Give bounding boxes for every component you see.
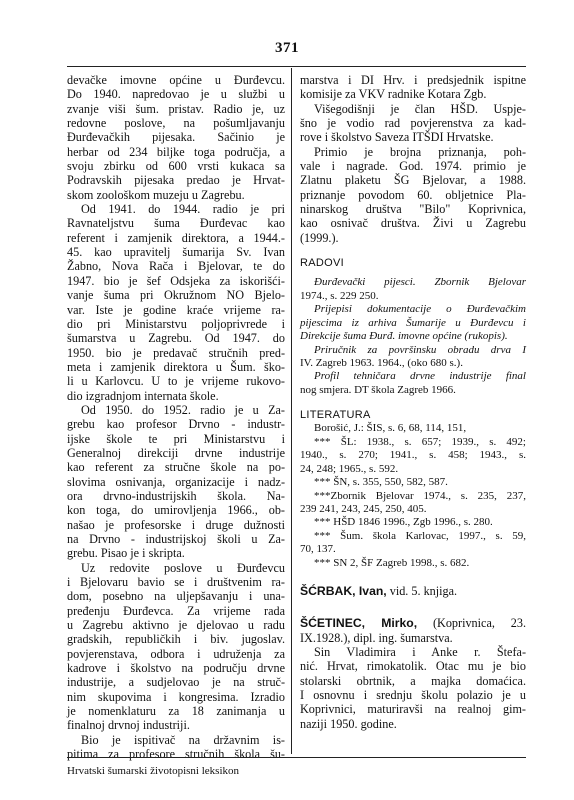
text-line: gradskih, republičkih i biv. jugoslav. xyxy=(67,632,285,647)
text-line: 239 241, 243, 245, 250, 405. xyxy=(300,502,427,515)
text-line: 1974., s. 229 250. xyxy=(300,289,379,302)
text-line: *** HŠD 1846 1996., Zgb 1996., s. 280. xyxy=(314,516,493,529)
radovi-list xyxy=(300,276,526,397)
text-line: ora drvno-industrijskih škola. Na- xyxy=(67,488,285,503)
text-line: (1999.). xyxy=(300,230,339,245)
text-line: Primio je brojna priznanja, poh- xyxy=(314,144,526,159)
text-line: Podravskih pijesaka predao je Hrvat- xyxy=(67,173,285,188)
text-line: pijescima iz arhiva Šumarije u Đurđevcu i xyxy=(300,316,526,329)
text-line: Đurđevačkih pijesaka. Sačinio je xyxy=(67,130,285,145)
text-line: nog smjera. DT škola Zagreb 1966. xyxy=(300,383,456,396)
text-line: redovne poslove, na pošumljavanju xyxy=(67,116,285,131)
text-line: dio pri Ministarstvu poljoprivrede i xyxy=(67,316,285,331)
text-line: industrije, a sudjelovao je na struč- xyxy=(67,675,285,690)
text-line: finalnoj drvnoj industriji. xyxy=(67,718,190,733)
text-line: marstva i DI Hrv. i predsjednik ispitne xyxy=(300,73,526,87)
text-line: 1940., s. 270; 1941., s. 458; 1943., s. xyxy=(300,449,526,462)
text-line: kao referent za stručne škole na po- xyxy=(67,460,285,475)
left-column xyxy=(67,73,285,762)
text-line: referent i zamjenik direktora, a 1944.- xyxy=(67,230,285,245)
literatura-heading: LITERATURA xyxy=(300,409,371,422)
text-line: slovima osnivanja, organizacije i nadz- xyxy=(67,474,285,489)
text-line: Višegodišnji je član HŠD. Uspje- xyxy=(314,101,526,116)
text-line: meta i zamjenik direktora u Šum. ško- xyxy=(67,359,285,374)
text-line: Zlatnu plaketu ŠG Bjelovar, a 1988. xyxy=(300,173,526,188)
footer-rule xyxy=(67,757,526,758)
text-line: ijske škole te pri Ministarstvu i xyxy=(67,431,285,446)
text-line: Od 1941. do 1944. radio je pri xyxy=(81,202,285,217)
column-divider xyxy=(291,68,292,754)
text-line: Koprivnici, maturiravši na realnoj gim- xyxy=(300,702,526,717)
entry-scrbak-ref: vid. 5. knjiga. xyxy=(386,583,458,598)
text-line: zvanje viši šum. pristav. Radio je, uz xyxy=(67,101,285,116)
text-line: u Zagrebu aktivno je djelovao u radu xyxy=(67,618,285,633)
text-line: *** Šum. škola Karlovac, 1997., s. 59, xyxy=(314,529,526,542)
biography-continuation xyxy=(300,73,526,245)
entry-scetinec-birth: (Koprivnica, 23. xyxy=(417,616,526,631)
text-line: grebu kao profesor Drvno - industr- xyxy=(67,417,285,432)
text-line: kadrove i školstvo na području drvne xyxy=(67,661,285,676)
text-line: i Bjelovaru bavio se i društvenim ra- xyxy=(67,575,285,590)
text-line: šumarstva u Zagrebu. Od 1947. do xyxy=(67,331,285,346)
text-line: *** SN 2, ŠF Zagreb 1998., s. 682. xyxy=(314,556,470,569)
header-rule xyxy=(67,66,526,67)
literatura-list xyxy=(300,422,526,569)
radovi-heading: RADOVI xyxy=(300,257,344,270)
text-line: grebu. Pisao je i skripta. xyxy=(67,546,185,561)
page-number: 371 xyxy=(275,40,299,56)
right-column xyxy=(300,73,526,731)
text-line: IX.1928.), dipl. ing. šumarstva. xyxy=(300,630,453,645)
text-line: *** ŠL: 1938., s. 657; 1939., s. 492; xyxy=(314,435,526,448)
text-line: našao je profesorske i druge dužnosti xyxy=(67,517,285,532)
text-line: Uz redovite poslove u Đurđevcu xyxy=(81,560,285,575)
text-line: ninarskog društva "Bilo" Koprivnica, xyxy=(300,202,526,217)
text-line: komisije za VKV radnike Kotara Zgb. xyxy=(300,87,487,102)
text-line: dom, posebno na uljepšavanju i una- xyxy=(67,589,285,604)
text-line: 45. kao upravitelj šumarija Sv. Ivan xyxy=(67,245,285,260)
text-line: 70, 137. xyxy=(300,543,336,556)
text-line: kon toga, do umirovljenja 1966., ob- xyxy=(67,503,285,518)
entry-scrbak xyxy=(300,584,526,598)
text-line: Bio je ispitivač na državnim is- xyxy=(81,732,285,747)
text-line: Od 1950. do 1952. radio je u Za- xyxy=(81,402,285,417)
text-line: herbar od 234 biljke toga područja, a xyxy=(67,144,285,159)
text-line: povjerenstava, odbora i udruženja za xyxy=(67,646,285,661)
text-line: Đurđevački pijesci. Zbornik Bjelovar xyxy=(314,276,526,289)
text-line: kao osnivač društva. Živi u Zagrebu xyxy=(300,216,526,231)
text-line: var. Iste je godine kraće vrijeme ra- xyxy=(67,302,285,317)
text-line: dio izgradnjom internata škole. xyxy=(67,388,219,403)
text-line: Ravnateljstvu šuma Đurđevac kao xyxy=(67,216,285,231)
text-line: devačke imovne općine u Đurđevcu. xyxy=(67,73,285,87)
text-line: rove i školstvo Saveza ITŠDI Hrvatske. xyxy=(300,130,494,145)
text-line: vale i nagrade. God. 1974. primio je xyxy=(300,159,526,174)
text-line: pređenju Đurđevca. Za vrijeme rada xyxy=(67,603,285,618)
text-line: priznanje povodom 60. obljetnice Pla- xyxy=(300,187,526,202)
footer-title: Hrvatski šumarski životopisni leksikon xyxy=(67,765,240,777)
text-line: li u Karlovcu. U to je vrijeme rukovo- xyxy=(67,374,285,389)
entry-scrbak-name: ŠĆRBAK, Ivan, xyxy=(300,583,387,598)
text-line: Sin Vladimira i Anke r. Štefa- xyxy=(314,644,526,659)
text-line: 24, 248; 1965., s. 592. xyxy=(300,462,399,475)
text-line: 1947. bio je šef Odsjeka za iskorišći- xyxy=(67,273,285,288)
text-line: naziji 1950. godine. xyxy=(300,716,397,731)
text-line: IV. Zagreb 1963. 1964., (oko 680 s.). xyxy=(300,356,463,369)
text-line: pitima za profesore stručnih škola šu- xyxy=(67,747,285,762)
text-line: Do 1940. napredovao je u službi u xyxy=(67,87,285,102)
text-line: svoju zbirku od 600 vrsti kukaca sa xyxy=(67,159,285,174)
text-line: ***Zbornik Bjelovar 1974., s. 235, 237, xyxy=(314,489,526,502)
text-line: nić. Hrvat, rimokatolik. Otac mu je bio xyxy=(300,659,526,674)
text-line: Žabno, Nova Rača i Bjelovar, te do xyxy=(67,259,285,274)
text-line: na Drvno - industrijskoj školi u Za- xyxy=(67,532,285,546)
text-line: Priručnik za površinsku obradu drva I xyxy=(314,343,526,356)
text-line: je nomenklaturu za 18 zanimanja u xyxy=(67,704,285,719)
text-line: vanje šuma pri Okružnom NO Bjelo- xyxy=(67,288,285,303)
text-line: Profil tehničara drvne industrije final xyxy=(314,370,526,383)
text-line: nim skupovima i kongresima. Izradio xyxy=(67,689,285,704)
text-line: skom zoološkom muzeju u Zagrebu. xyxy=(67,187,245,202)
entry-scetinec-name: ŠĆETINEC, Mirko, xyxy=(300,616,418,631)
entry-scetinec xyxy=(300,616,526,731)
text-line: *** ŠN, s. 355, 550, 582, 587. xyxy=(314,476,448,489)
text-line: Borošić, J.: ŠIS, s. 6, 68, 114, 151, xyxy=(314,422,467,435)
text-line: Prijepisi dokumentacije o Đurđevačkim xyxy=(314,303,526,316)
text-line: šno je vodio rad povjerenstva za kad- xyxy=(300,116,526,131)
text-line: stolarski obrtnik, a majka domaćica. xyxy=(300,673,526,688)
entry-scetinec-first-line xyxy=(300,616,526,630)
text-line: I osnovnu i srednju školu polazio je u xyxy=(300,688,526,702)
text-line: Generalnoj direkciji drvne industrije xyxy=(67,445,285,460)
text-line: Direkcije šuma Đurđ. imovne općine (rukopis). xyxy=(300,330,508,343)
text-line: 1950. bio je predavač stručnih pred- xyxy=(67,345,285,360)
